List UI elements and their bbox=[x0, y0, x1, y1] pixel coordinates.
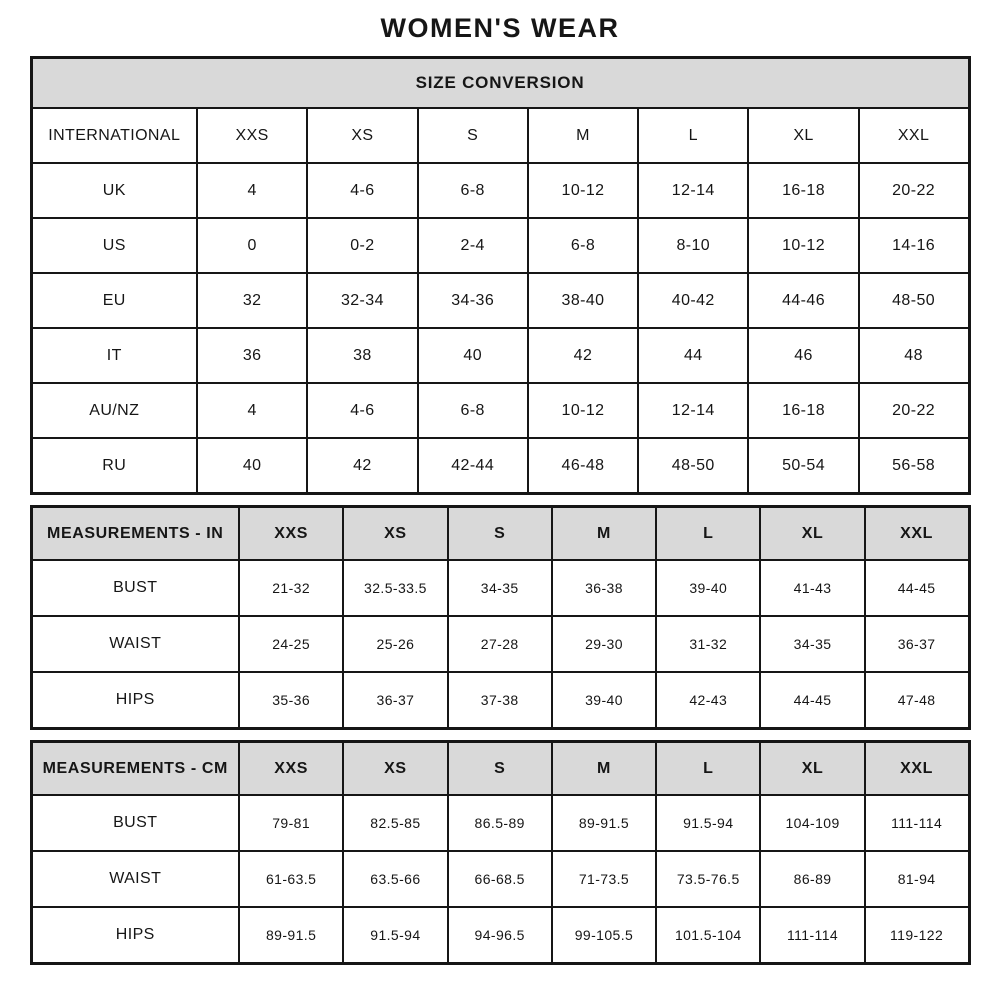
size-conversion-table bbox=[30, 56, 971, 495]
cell: 50-54 bbox=[748, 438, 858, 494]
table-row-ru bbox=[31, 438, 969, 494]
row-label-bust: BUST bbox=[31, 795, 239, 851]
cell: 44-45 bbox=[760, 672, 864, 729]
cell: 101.5-104 bbox=[656, 907, 760, 964]
table-row-waist-in bbox=[31, 616, 969, 672]
header-xxs: XXS bbox=[197, 108, 307, 163]
cell: 6-8 bbox=[418, 383, 528, 438]
table-row-bust-cm bbox=[31, 795, 969, 851]
row-label-aunz: AU/NZ bbox=[31, 383, 197, 438]
cell: 44-45 bbox=[865, 560, 969, 616]
cell: 47-48 bbox=[865, 672, 969, 729]
row-label-uk: UK bbox=[31, 163, 197, 218]
cell: 89-91.5 bbox=[552, 795, 656, 851]
table-row-bust-in bbox=[31, 560, 969, 616]
cell: 14-16 bbox=[859, 218, 969, 273]
table-row-us bbox=[31, 218, 969, 273]
cell: 46 bbox=[748, 328, 858, 383]
cell: 32.5-33.5 bbox=[343, 560, 447, 616]
measurements-cm-header-row bbox=[31, 742, 969, 796]
table-row-eu bbox=[31, 273, 969, 328]
row-label-bust: BUST bbox=[31, 560, 239, 616]
cell: 31-32 bbox=[656, 616, 760, 672]
measurements-cm-table bbox=[30, 740, 971, 965]
cell: 16-18 bbox=[748, 163, 858, 218]
cell: 10-12 bbox=[528, 163, 638, 218]
cell: 8-10 bbox=[638, 218, 748, 273]
cell: 119-122 bbox=[865, 907, 969, 964]
measurements-cm-title: MEASUREMENTS - CM bbox=[31, 742, 239, 796]
cell: 40 bbox=[197, 438, 307, 494]
cell: 36-37 bbox=[865, 616, 969, 672]
cell: 48-50 bbox=[859, 273, 969, 328]
row-label-ru: RU bbox=[31, 438, 197, 494]
page-title: WOMEN'S WEAR bbox=[380, 13, 620, 43]
cell: 32-34 bbox=[307, 273, 417, 328]
cell: 10-12 bbox=[748, 218, 858, 273]
size-conversion-title: SIZE CONVERSION bbox=[31, 58, 969, 109]
cell: 38-40 bbox=[528, 273, 638, 328]
cell: 91.5-94 bbox=[343, 907, 447, 964]
header-xl: XL bbox=[748, 108, 858, 163]
cell: 38 bbox=[307, 328, 417, 383]
cell: 10-12 bbox=[528, 383, 638, 438]
header-s: S bbox=[448, 507, 552, 561]
cell: 37-38 bbox=[448, 672, 552, 729]
cell: 39-40 bbox=[656, 560, 760, 616]
cell: 82.5-85 bbox=[343, 795, 447, 851]
cell: 36 bbox=[197, 328, 307, 383]
cell: 44-46 bbox=[748, 273, 858, 328]
cell: 91.5-94 bbox=[656, 795, 760, 851]
cell: 4 bbox=[197, 383, 307, 438]
header-m: M bbox=[552, 742, 656, 796]
header-xxl: XXL bbox=[865, 507, 969, 561]
row-label-hips: HIPS bbox=[31, 672, 239, 729]
header-l: L bbox=[638, 108, 748, 163]
header-l: L bbox=[656, 507, 760, 561]
cell: 32 bbox=[197, 273, 307, 328]
cell: 36-38 bbox=[552, 560, 656, 616]
cell: 104-109 bbox=[760, 795, 864, 851]
cell: 2-4 bbox=[418, 218, 528, 273]
cell: 35-36 bbox=[239, 672, 343, 729]
cell: 34-35 bbox=[448, 560, 552, 616]
cell: 66-68.5 bbox=[448, 851, 552, 907]
row-label-waist: WAIST bbox=[31, 616, 239, 672]
cell: 79-81 bbox=[239, 795, 343, 851]
measurements-in-title: MEASUREMENTS - IN bbox=[31, 507, 239, 561]
header-xs: XS bbox=[307, 108, 417, 163]
cell: 73.5-76.5 bbox=[656, 851, 760, 907]
cell: 86-89 bbox=[760, 851, 864, 907]
size-conversion-caption-row bbox=[31, 58, 969, 109]
cell: 46-48 bbox=[528, 438, 638, 494]
header-s: S bbox=[418, 108, 528, 163]
cell: 48-50 bbox=[638, 438, 748, 494]
table-row-aunz bbox=[31, 383, 969, 438]
cell: 25-26 bbox=[343, 616, 447, 672]
table-row-waist-cm bbox=[31, 851, 969, 907]
cell: 34-36 bbox=[418, 273, 528, 328]
size-chart-page bbox=[30, 0, 971, 965]
cell: 4-6 bbox=[307, 163, 417, 218]
table-row-it bbox=[31, 328, 969, 383]
cell: 99-105.5 bbox=[552, 907, 656, 964]
row-label-hips: HIPS bbox=[31, 907, 239, 964]
header-xs: XS bbox=[343, 507, 447, 561]
cell: 12-14 bbox=[638, 163, 748, 218]
cell: 24-25 bbox=[239, 616, 343, 672]
header-m: M bbox=[552, 507, 656, 561]
cell: 94-96.5 bbox=[448, 907, 552, 964]
header-xxl: XXL bbox=[865, 742, 969, 796]
cell: 111-114 bbox=[865, 795, 969, 851]
cell: 36-37 bbox=[343, 672, 447, 729]
cell: 27-28 bbox=[448, 616, 552, 672]
header-s: S bbox=[448, 742, 552, 796]
cell: 42-44 bbox=[418, 438, 528, 494]
row-label-us: US bbox=[31, 218, 197, 273]
cell: 63.5-66 bbox=[343, 851, 447, 907]
cell: 34-35 bbox=[760, 616, 864, 672]
cell: 4 bbox=[197, 163, 307, 218]
cell: 89-91.5 bbox=[239, 907, 343, 964]
cell: 71-73.5 bbox=[552, 851, 656, 907]
table-row-hips-in bbox=[31, 672, 969, 729]
cell: 86.5-89 bbox=[448, 795, 552, 851]
table-row-uk bbox=[31, 163, 969, 218]
cell: 44 bbox=[638, 328, 748, 383]
header-xxs: XXS bbox=[239, 507, 343, 561]
cell: 48 bbox=[859, 328, 969, 383]
header-xxl: XXL bbox=[859, 108, 969, 163]
row-label-eu: EU bbox=[31, 273, 197, 328]
cell: 40 bbox=[418, 328, 528, 383]
table-row-hips-cm bbox=[31, 907, 969, 964]
cell: 21-32 bbox=[239, 560, 343, 616]
row-label-it: IT bbox=[31, 328, 197, 383]
cell: 39-40 bbox=[552, 672, 656, 729]
cell: 29-30 bbox=[552, 616, 656, 672]
cell: 56-58 bbox=[859, 438, 969, 494]
header-xs: XS bbox=[343, 742, 447, 796]
header-l: L bbox=[656, 742, 760, 796]
cell: 0 bbox=[197, 218, 307, 273]
header-m: M bbox=[528, 108, 638, 163]
header-xl: XL bbox=[760, 742, 864, 796]
cell: 111-114 bbox=[760, 907, 864, 964]
cell: 0-2 bbox=[307, 218, 417, 273]
cell: 41-43 bbox=[760, 560, 864, 616]
header-xl: XL bbox=[760, 507, 864, 561]
cell: 16-18 bbox=[748, 383, 858, 438]
cell: 42 bbox=[307, 438, 417, 494]
cell: 6-8 bbox=[528, 218, 638, 273]
cell: 61-63.5 bbox=[239, 851, 343, 907]
measurements-in-table bbox=[30, 505, 971, 730]
cell: 42 bbox=[528, 328, 638, 383]
header-xxs: XXS bbox=[239, 742, 343, 796]
header-international: INTERNATIONAL bbox=[31, 108, 197, 163]
cell: 4-6 bbox=[307, 383, 417, 438]
cell: 81-94 bbox=[865, 851, 969, 907]
cell: 12-14 bbox=[638, 383, 748, 438]
row-label-waist: WAIST bbox=[31, 851, 239, 907]
cell: 20-22 bbox=[859, 163, 969, 218]
cell: 40-42 bbox=[638, 273, 748, 328]
measurements-in-header-row bbox=[31, 507, 969, 561]
cell: 42-43 bbox=[656, 672, 760, 729]
size-conversion-header-row bbox=[31, 108, 969, 163]
cell: 20-22 bbox=[859, 383, 969, 438]
cell: 6-8 bbox=[418, 163, 528, 218]
